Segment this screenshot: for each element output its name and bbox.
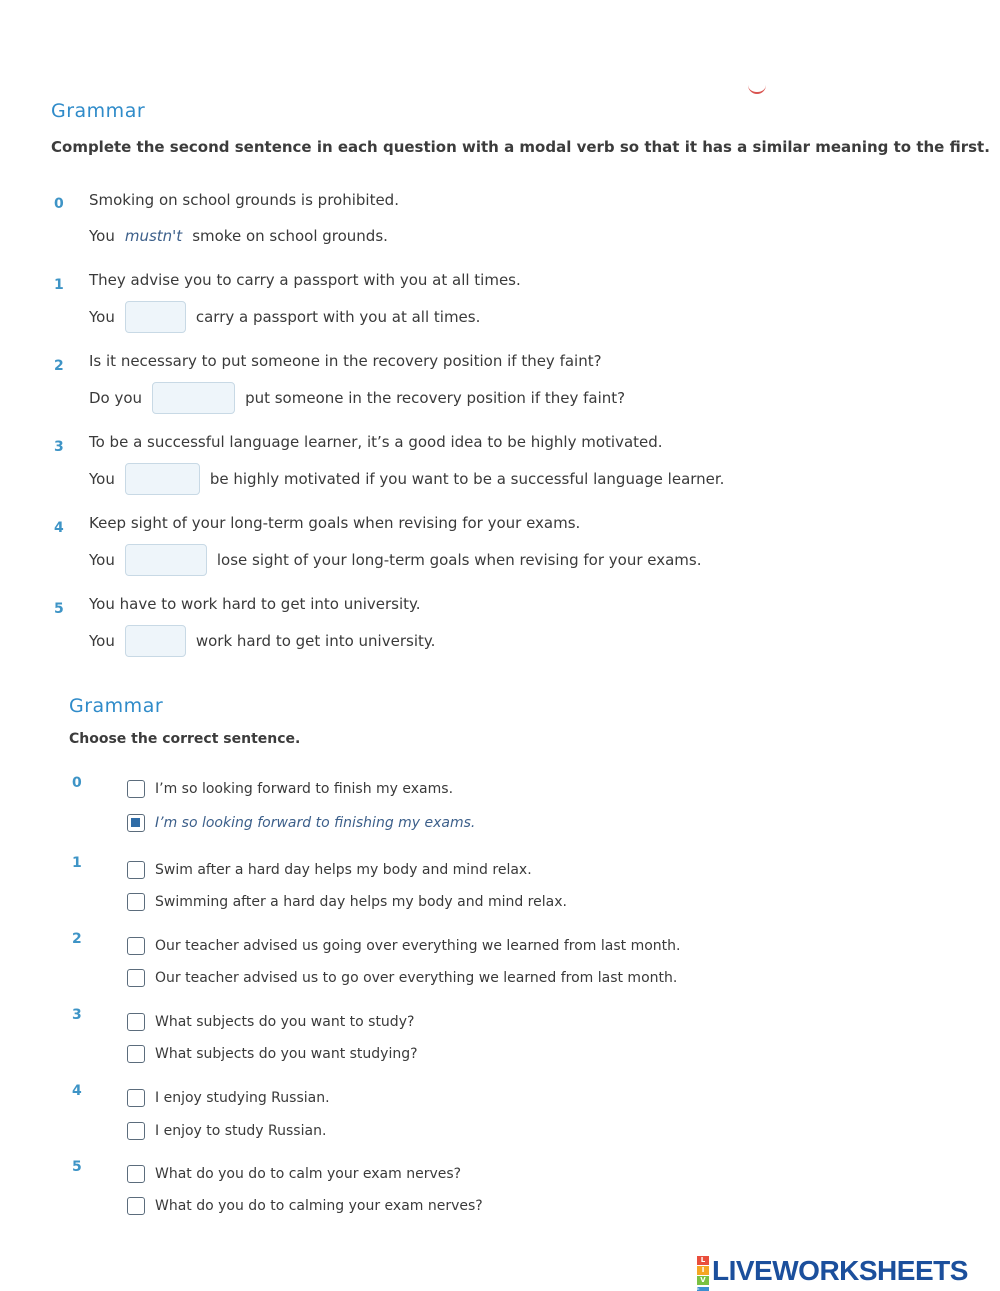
checkbox[interactable] <box>127 1089 145 1107</box>
option-text: I’m so looking forward to finish my exams. <box>155 781 454 797</box>
question-number: 0 <box>54 196 64 212</box>
option-text: What do you do to calm your exam nerves? <box>155 1166 462 1182</box>
option-row[interactable] <box>127 814 475 832</box>
checkbox[interactable] <box>127 861 145 879</box>
answer-input[interactable] <box>125 544 207 576</box>
logo-text: LIVEWORKSHEETS <box>712 1255 968 1286</box>
section2-instruction: Choose the correct sentence. <box>69 731 301 747</box>
option-text: I enjoy to study Russian. <box>155 1123 327 1139</box>
answer-suffix: put someone in the recovery position if they faint? <box>245 389 626 407</box>
badge-letter: L <box>697 1256 709 1265</box>
question-number: 1 <box>72 855 82 871</box>
option-row[interactable] <box>127 1013 414 1031</box>
option-row[interactable] <box>127 780 453 798</box>
checkbox[interactable] <box>127 780 145 798</box>
answer-suffix: work hard to get into university. <box>195 632 436 650</box>
question-number: 4 <box>54 520 64 536</box>
answer-row <box>89 381 625 415</box>
example-answer-row <box>89 219 388 253</box>
answer-input[interactable] <box>125 301 186 333</box>
answer-prefix: Do you <box>89 389 143 407</box>
section1-title: Grammar <box>51 100 146 122</box>
option-row[interactable] <box>127 969 677 987</box>
answer-prefix: You <box>89 470 115 488</box>
question-number: 3 <box>72 1007 82 1023</box>
option-row[interactable] <box>127 1045 418 1063</box>
option-row[interactable] <box>127 893 567 911</box>
question-sentence: You have to work hard to get into university. <box>89 595 421 613</box>
option-row[interactable] <box>127 1089 330 1107</box>
option-text: What subjects do you want to study? <box>155 1014 415 1030</box>
answer-row <box>89 462 724 496</box>
option-text: What subjects do you want studying? <box>155 1046 418 1062</box>
section1-instruction: Complete the second sentence in each question with a modal verb so that it has a similar meaning to the first. <box>51 138 990 156</box>
badge-letter: V <box>697 1276 709 1285</box>
answer-suffix: be highly motivated if you want to be a successful language learner. <box>209 470 725 488</box>
option-text: I enjoy studying Russian. <box>155 1090 330 1106</box>
question-sentence: They advise you to carry a passport with you at all times. <box>89 271 521 289</box>
option-row[interactable] <box>127 937 680 955</box>
question-number: 1 <box>54 277 64 293</box>
answer-prefix: You <box>89 551 115 569</box>
checkbox[interactable] <box>127 937 145 955</box>
logo-badge-icon <box>697 1256 709 1286</box>
checkbox[interactable] <box>127 969 145 987</box>
question-number: 3 <box>54 439 64 455</box>
question-sentence: Keep sight of your long-term goals when revising for your exams. <box>89 514 581 532</box>
checkbox[interactable] <box>127 893 145 911</box>
checkbox[interactable] <box>127 1197 145 1215</box>
question-number: 4 <box>72 1083 82 1099</box>
answer-input[interactable] <box>125 625 186 657</box>
answer-suffix: carry a passport with you at all times. <box>195 308 481 326</box>
question-sentence: To be a successful language learner, it’s a good idea to be highly motivated. <box>89 433 663 451</box>
answer-prefix: You <box>89 227 115 245</box>
answer-prefix: You <box>89 308 115 326</box>
option-row[interactable] <box>127 861 532 879</box>
question-sentence: Is it necessary to put someone in the recovery position if they faint? <box>89 352 602 370</box>
answer-row <box>89 543 702 577</box>
answer-input[interactable] <box>125 463 200 495</box>
answer-prefix: You <box>89 632 115 650</box>
answer-suffix: lose sight of your long-term goals when revising for your exams. <box>216 551 702 569</box>
option-text: Our teacher advised us going over everything we learned from last month. <box>155 938 681 954</box>
answer-input[interactable] <box>152 382 235 414</box>
answer-row <box>89 300 480 334</box>
option-text: Our teacher advised us to go over everything we learned from last month. <box>155 970 678 986</box>
answer-row <box>89 624 435 658</box>
liveworksheets-logo <box>697 1256 968 1286</box>
badge-letter-extra: E <box>697 1287 709 1291</box>
checkbox[interactable] <box>127 1165 145 1183</box>
badge-letter: I <box>697 1266 709 1275</box>
option-text: Swim after a hard day helps my body and mind relax. <box>155 862 532 878</box>
question-number: 5 <box>72 1159 82 1175</box>
checkbox[interactable] <box>127 1013 145 1031</box>
checkbox[interactable] <box>127 1122 145 1140</box>
option-row[interactable] <box>127 1197 483 1215</box>
question-number: 2 <box>72 931 82 947</box>
section2-title: Grammar <box>69 695 164 717</box>
checkbox[interactable] <box>127 1045 145 1063</box>
example-answer: mustn't <box>124 227 183 245</box>
question-number: 0 <box>72 775 82 791</box>
option-row[interactable] <box>127 1122 326 1140</box>
answer-suffix: smoke on school grounds. <box>192 227 388 245</box>
option-row[interactable] <box>127 1165 461 1183</box>
decorative-mark <box>748 84 766 94</box>
question-number: 2 <box>54 358 64 374</box>
option-text: Swimming after a hard day helps my body and mind relax. <box>155 894 567 910</box>
option-text: I’m so looking forward to finishing my exams. <box>155 815 476 831</box>
question-number: 5 <box>54 601 64 617</box>
option-text: What do you do to calming your exam nerves? <box>155 1198 483 1214</box>
checkbox-checked[interactable] <box>127 814 145 832</box>
question-sentence: Smoking on school grounds is prohibited. <box>89 191 399 209</box>
